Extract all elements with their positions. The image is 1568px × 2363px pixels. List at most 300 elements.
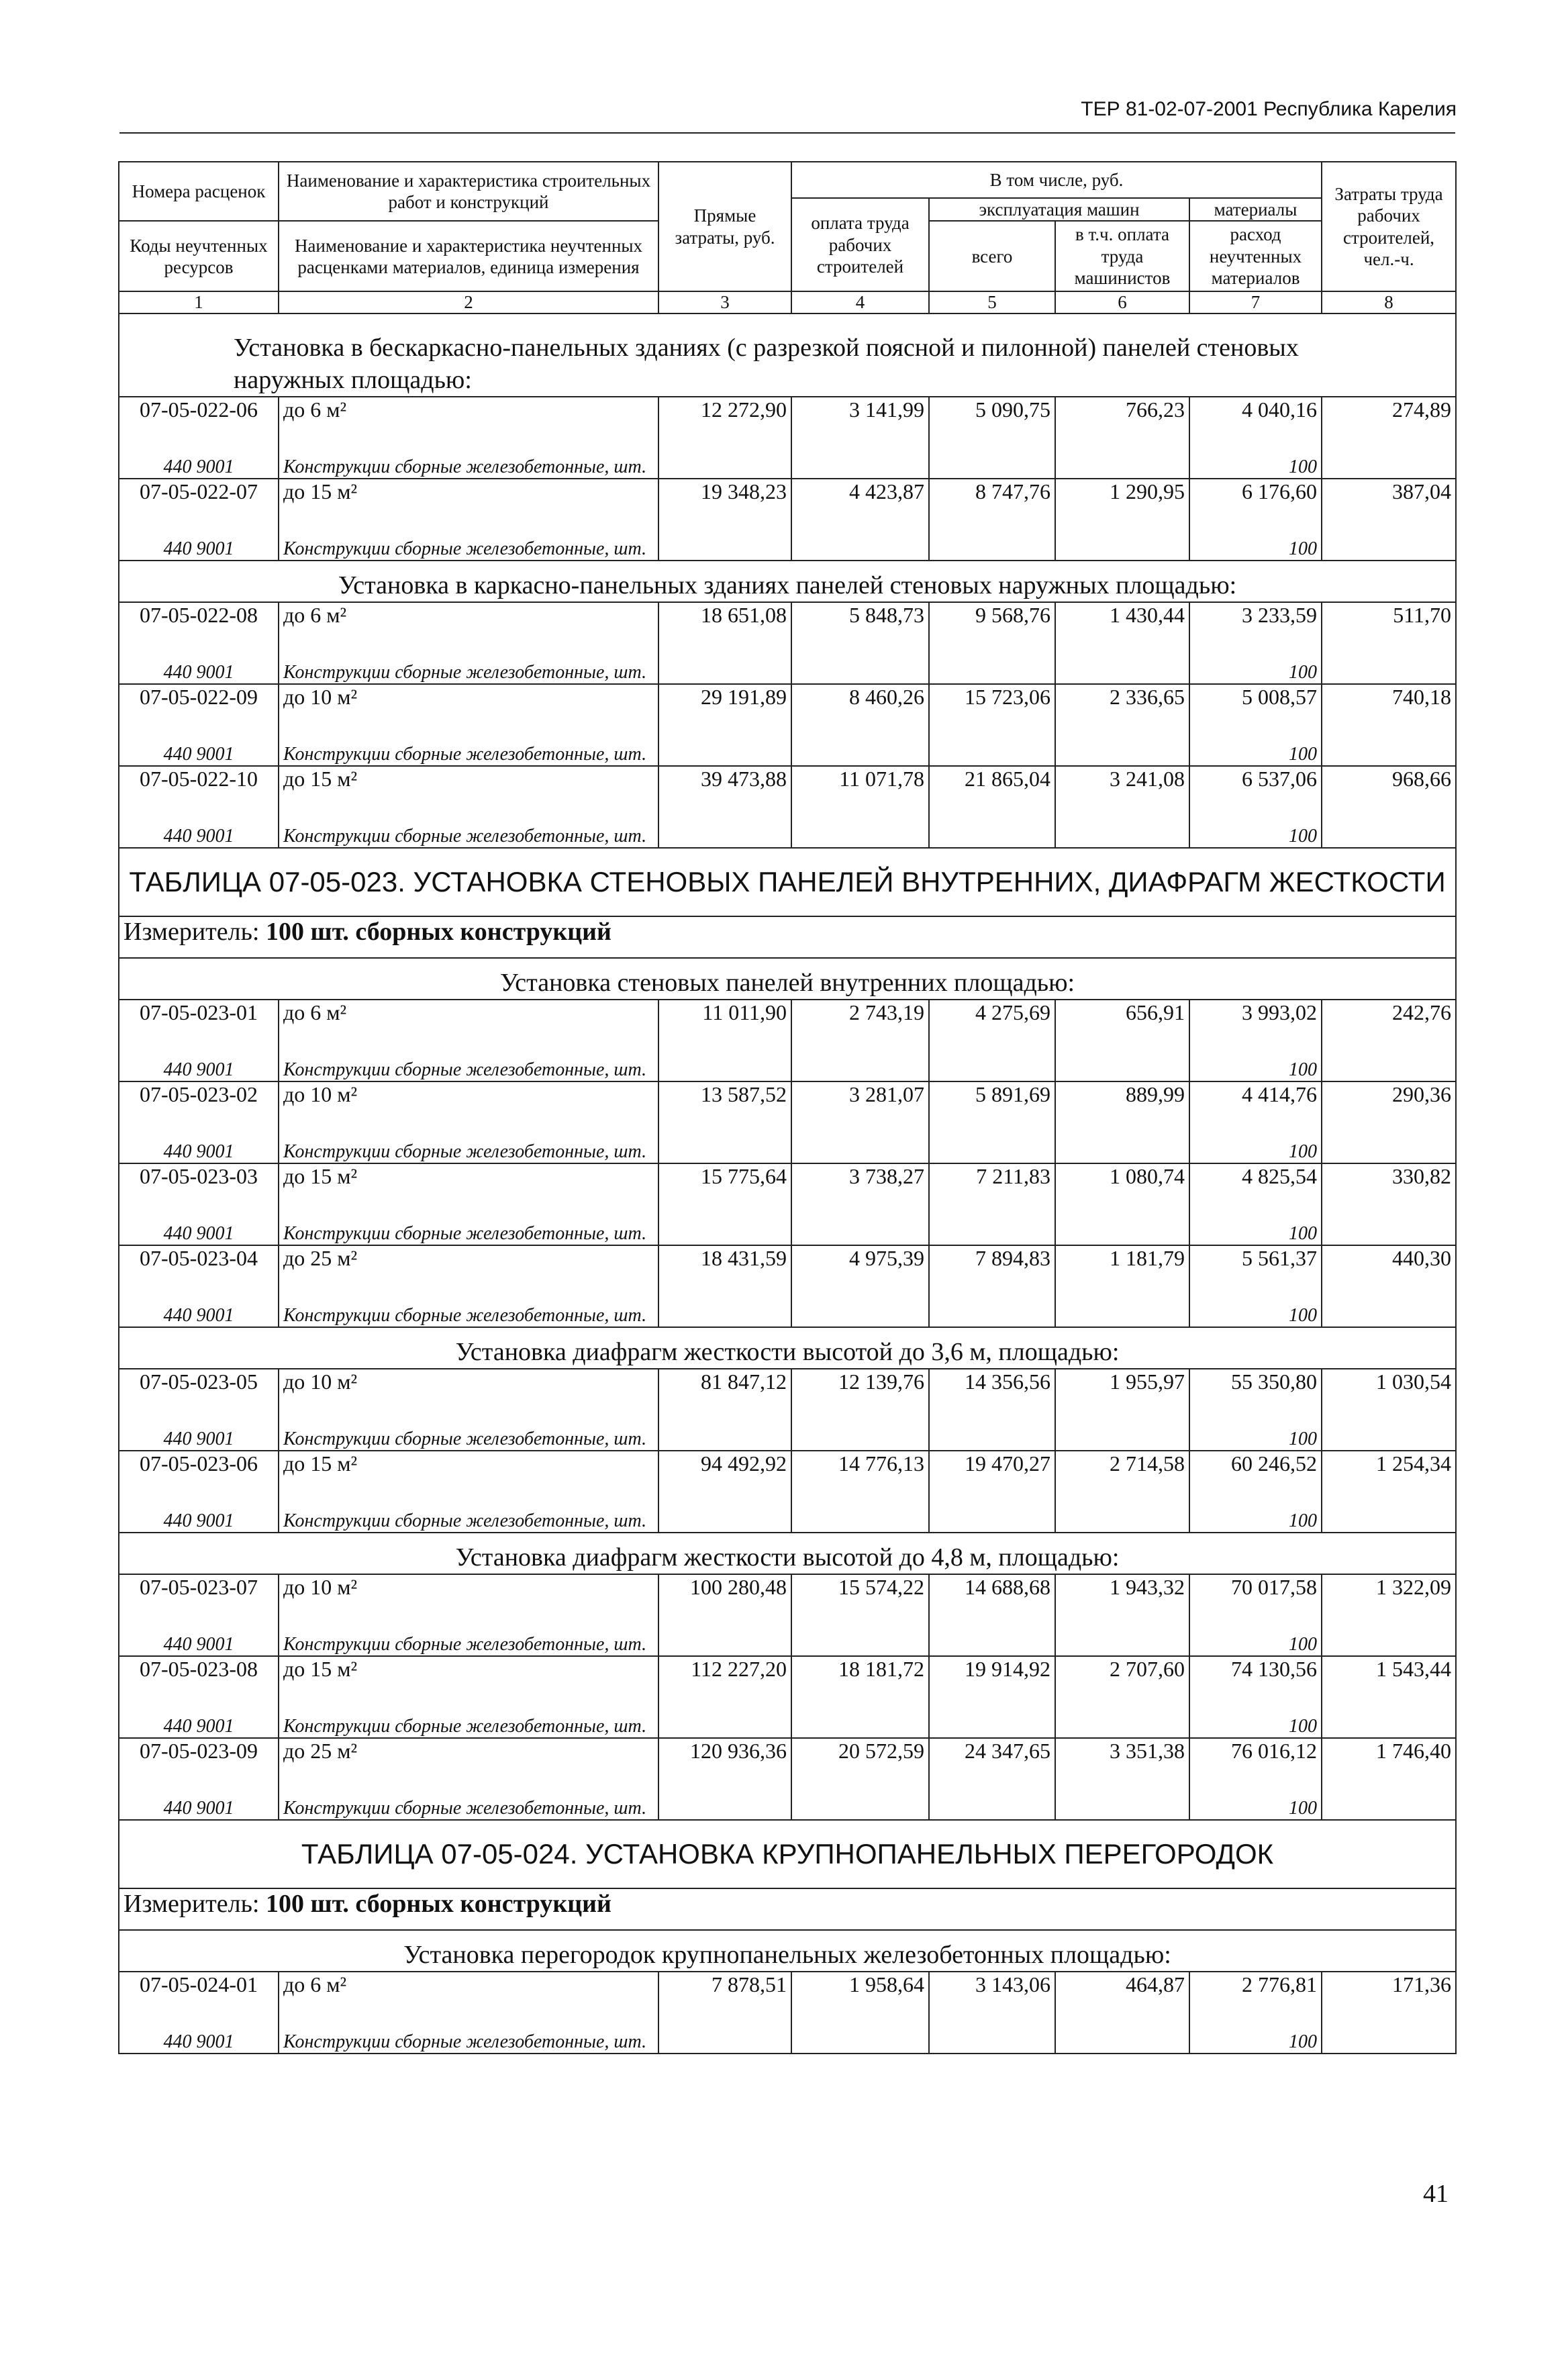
material-name: Конструкции сборные железобетонные, шт. xyxy=(279,517,658,561)
empty-cell xyxy=(1322,1612,1456,1656)
rate-code: 07-05-023-06 xyxy=(119,1451,279,1489)
empty-cell xyxy=(791,435,929,479)
rate-code: 07-05-022-08 xyxy=(119,602,279,640)
work-name: до 25 м² xyxy=(279,1245,658,1284)
machinist-labor-costs: 1 290,95 xyxy=(1055,479,1189,517)
col-head-1-bottom: Коды неучтенных ресурсов xyxy=(119,221,279,291)
rate-code: 07-05-023-01 xyxy=(119,1000,279,1038)
machinist-labor-costs: 1 943,32 xyxy=(1055,1574,1189,1612)
col-num: 4 xyxy=(791,291,929,314)
material-name: Конструкции сборные железобетонные, шт. xyxy=(279,640,658,684)
col-head-6: в т.ч. оплата труда машинистов xyxy=(1055,221,1189,291)
resource-row xyxy=(119,640,1456,684)
rates-table xyxy=(118,161,1457,2054)
table-row xyxy=(119,1000,1456,1038)
section-title-cell xyxy=(119,1930,1456,1972)
measure-row xyxy=(119,916,1456,958)
labor-costs: 4 975,39 xyxy=(791,1245,929,1284)
material-quantity: 100 xyxy=(1189,1038,1322,1081)
machinist-labor-costs: 1 080,74 xyxy=(1055,1163,1189,1202)
col-head-7: расход неучтенных материалов xyxy=(1189,221,1322,291)
labor-costs: 5 848,73 xyxy=(791,602,929,640)
empty-cell xyxy=(1322,1407,1456,1451)
resource-row xyxy=(119,722,1456,766)
table-header xyxy=(119,162,1456,314)
empty-cell xyxy=(1322,1776,1456,1820)
machine-costs: 8 747,76 xyxy=(929,479,1055,517)
direct-costs: 18 651,08 xyxy=(658,602,791,640)
empty-cell xyxy=(1322,1038,1456,1081)
machinist-labor-costs: 889,99 xyxy=(1055,1081,1189,1120)
resource-row xyxy=(119,804,1456,848)
labor-hours: 1 030,54 xyxy=(1322,1369,1456,1407)
machine-costs: 24 347,65 xyxy=(929,1738,1055,1776)
material-name: Конструкции сборные железобетонные, шт. xyxy=(279,1284,658,1327)
resource-code: 440 9001 xyxy=(119,2010,279,2054)
material-name: Конструкции сборные железобетонные, шт. xyxy=(279,1038,658,1081)
material-costs: 4 414,76 xyxy=(1189,1081,1322,1120)
labor-costs: 4 423,87 xyxy=(791,479,929,517)
labor-hours: 1 746,40 xyxy=(1322,1738,1456,1776)
empty-cell xyxy=(929,1202,1055,1245)
work-name: до 10 м² xyxy=(279,684,658,722)
resource-code: 440 9001 xyxy=(119,1202,279,1245)
table-row xyxy=(119,1738,1456,1776)
rate-code: 07-05-022-07 xyxy=(119,479,279,517)
empty-cell xyxy=(658,1284,791,1327)
machinist-labor-costs: 2 707,60 xyxy=(1055,1656,1189,1694)
work-name: до 25 м² xyxy=(279,1738,658,1776)
machinist-labor-costs: 656,91 xyxy=(1055,1000,1189,1038)
material-quantity: 100 xyxy=(1189,1202,1322,1245)
work-name: до 15 м² xyxy=(279,1163,658,1202)
table-body xyxy=(119,314,1456,2054)
rate-code: 07-05-023-07 xyxy=(119,1574,279,1612)
resource-code: 440 9001 xyxy=(119,1038,279,1081)
material-name: Конструкции сборные железобетонные, шт. xyxy=(279,1776,658,1820)
direct-costs: 29 191,89 xyxy=(658,684,791,722)
table-row xyxy=(119,479,1456,517)
section-title-row xyxy=(119,1327,1456,1369)
table-title-row xyxy=(119,1820,1456,1888)
material-name: Конструкции сборные железобетонные, шт. xyxy=(279,1489,658,1533)
column-numbers-row xyxy=(119,291,1456,314)
labor-hours: 290,36 xyxy=(1322,1081,1456,1120)
empty-cell xyxy=(1322,435,1456,479)
section-title-cell xyxy=(119,1533,1456,1574)
resource-row xyxy=(119,2010,1456,2054)
empty-cell xyxy=(658,804,791,848)
empty-cell xyxy=(1322,804,1456,848)
material-quantity: 100 xyxy=(1189,1612,1322,1656)
section-title-cell xyxy=(119,958,1456,1000)
material-costs: 55 350,80 xyxy=(1189,1369,1322,1407)
empty-cell xyxy=(791,722,929,766)
measure-cell xyxy=(119,1888,1456,1930)
resource-code: 440 9001 xyxy=(119,1407,279,1451)
resource-code: 440 9001 xyxy=(119,804,279,848)
section-title-cell xyxy=(119,561,1456,602)
table-row xyxy=(119,1656,1456,1694)
empty-cell xyxy=(929,1612,1055,1656)
machinist-labor-costs: 1 955,97 xyxy=(1055,1369,1189,1407)
material-costs: 5 561,37 xyxy=(1189,1245,1322,1284)
empty-cell xyxy=(791,1284,929,1327)
section-title: Установка диафрагм жесткости высотой до 4,8 м, площадью: xyxy=(455,1543,1120,1572)
direct-costs: 120 936,36 xyxy=(658,1738,791,1776)
empty-cell xyxy=(929,1776,1055,1820)
table-row xyxy=(119,1972,1456,2010)
measure-value: 100 шт. сборных конструкций xyxy=(266,1890,611,1919)
empty-cell xyxy=(1055,1612,1189,1656)
work-name: до 15 м² xyxy=(279,479,658,517)
resource-code: 440 9001 xyxy=(119,640,279,684)
material-costs: 4 040,16 xyxy=(1189,397,1322,435)
col-head-5: всего xyxy=(929,221,1055,291)
machine-costs: 19 470,27 xyxy=(929,1451,1055,1489)
empty-cell xyxy=(1055,640,1189,684)
material-costs: 6 176,60 xyxy=(1189,479,1322,517)
empty-cell xyxy=(658,1202,791,1245)
direct-costs: 12 272,90 xyxy=(658,397,791,435)
direct-costs: 18 431,59 xyxy=(658,1245,791,1284)
empty-cell xyxy=(1055,1407,1189,1451)
resource-code: 440 9001 xyxy=(119,1489,279,1533)
rate-code: 07-05-022-09 xyxy=(119,684,279,722)
section-title-row xyxy=(119,561,1456,602)
section-title: Установка в бескаркасно-панельных зданиях (с разрезкой поясной и пилонной) панелей стеновых наружных площадью: xyxy=(234,334,1299,394)
empty-cell xyxy=(1055,2010,1189,2054)
section-title: Установка диафрагм жесткости высотой до 3,6 м, площадью: xyxy=(455,1337,1120,1366)
col-num: 8 xyxy=(1322,291,1456,314)
empty-cell xyxy=(929,1284,1055,1327)
section-title-row xyxy=(119,314,1456,397)
machine-costs: 19 914,92 xyxy=(929,1656,1055,1694)
machine-costs: 5 090,75 xyxy=(929,397,1055,435)
empty-cell xyxy=(658,1120,791,1163)
resource-row xyxy=(119,1694,1456,1738)
empty-cell xyxy=(658,1612,791,1656)
empty-cell xyxy=(791,517,929,561)
material-name: Конструкции сборные железобетонные, шт. xyxy=(279,1407,658,1451)
empty-cell xyxy=(929,1407,1055,1451)
empty-cell xyxy=(1055,1038,1189,1081)
labor-costs: 15 574,22 xyxy=(791,1574,929,1612)
material-costs: 74 130,56 xyxy=(1189,1656,1322,1694)
col-head-4: оплата труда рабочих строителей xyxy=(791,198,929,291)
material-costs: 4 825,54 xyxy=(1189,1163,1322,1202)
resource-code: 440 9001 xyxy=(119,1694,279,1738)
section-title: Установка в каркасно-панельных зданиях панелей стеновых наружных площадью: xyxy=(338,571,1237,599)
resource-row xyxy=(119,1407,1456,1451)
empty-cell xyxy=(1055,517,1189,561)
empty-cell xyxy=(1055,435,1189,479)
resource-code: 440 9001 xyxy=(119,1120,279,1163)
empty-cell xyxy=(791,1694,929,1738)
empty-cell xyxy=(791,640,929,684)
empty-cell xyxy=(1322,1120,1456,1163)
empty-cell xyxy=(658,1489,791,1533)
rate-code: 07-05-022-06 xyxy=(119,397,279,435)
section-title-row xyxy=(119,1533,1456,1574)
empty-cell xyxy=(1055,722,1189,766)
work-name: до 15 м² xyxy=(279,1451,658,1489)
direct-costs: 19 348,23 xyxy=(658,479,791,517)
material-quantity: 100 xyxy=(1189,1694,1322,1738)
empty-cell xyxy=(929,517,1055,561)
resource-code: 440 9001 xyxy=(119,517,279,561)
direct-costs: 15 775,64 xyxy=(658,1163,791,1202)
section-title: Установка перегородок крупнопанельных железобетонных площадью: xyxy=(403,1940,1171,1969)
empty-cell xyxy=(929,2010,1055,2054)
labor-costs: 2 743,19 xyxy=(791,1000,929,1038)
material-quantity: 100 xyxy=(1189,1120,1322,1163)
empty-cell xyxy=(1322,517,1456,561)
direct-costs: 94 492,92 xyxy=(658,1451,791,1489)
table-title: ТАБЛИЦА 07-05-023. УСТАНОВКА СТЕНОВЫХ ПАНЕЛЕЙ ВНУТРЕННИХ, ДИАФРАГМ ЖЕСТКОСТИ xyxy=(119,848,1456,916)
section-title-cell xyxy=(119,1327,1456,1369)
empty-cell xyxy=(929,804,1055,848)
resource-code: 440 9001 xyxy=(119,722,279,766)
document-header: ТЕР 81-02-07-2001 Республика Карелия xyxy=(1081,98,1457,120)
table-row xyxy=(119,1245,1456,1284)
col-num: 6 xyxy=(1055,291,1189,314)
work-name: до 6 м² xyxy=(279,1000,658,1038)
empty-cell xyxy=(1055,804,1189,848)
material-name: Конструкции сборные железобетонные, шт. xyxy=(279,1612,658,1656)
labor-costs: 3 281,07 xyxy=(791,1081,929,1120)
labor-hours: 440,30 xyxy=(1322,1245,1456,1284)
empty-cell xyxy=(658,722,791,766)
section-title-row xyxy=(119,958,1456,1000)
resource-code: 440 9001 xyxy=(119,1776,279,1820)
col-head-2-top: Наименование и характеристика строительных работ и конструкций xyxy=(279,162,658,221)
rate-code: 07-05-023-08 xyxy=(119,1656,279,1694)
empty-cell xyxy=(1055,1694,1189,1738)
labor-hours: 1 322,09 xyxy=(1322,1574,1456,1612)
section-title-cell xyxy=(119,314,1456,397)
resource-row xyxy=(119,1202,1456,1245)
empty-cell xyxy=(929,1120,1055,1163)
empty-cell xyxy=(658,1407,791,1451)
empty-cell xyxy=(658,1038,791,1081)
col-head-3: Прямые затраты, руб. xyxy=(658,162,791,291)
table-row xyxy=(119,1369,1456,1407)
rate-code: 07-05-023-04 xyxy=(119,1245,279,1284)
empty-cell xyxy=(791,1407,929,1451)
measure-label: Измеритель: xyxy=(124,918,260,947)
work-name: до 15 м² xyxy=(279,766,658,804)
material-quantity: 100 xyxy=(1189,1284,1322,1327)
material-quantity: 100 xyxy=(1189,2010,1322,2054)
empty-cell xyxy=(791,1120,929,1163)
table-title-row xyxy=(119,848,1456,916)
resource-code: 440 9001 xyxy=(119,1612,279,1656)
empty-cell xyxy=(658,1694,791,1738)
material-costs: 6 537,06 xyxy=(1189,766,1322,804)
rate-code: 07-05-023-05 xyxy=(119,1369,279,1407)
col-head-machines: эксплуатация машин xyxy=(929,198,1189,221)
work-name: до 10 м² xyxy=(279,1081,658,1120)
material-name: Конструкции сборные железобетонные, шт. xyxy=(279,804,658,848)
empty-cell xyxy=(791,2010,929,2054)
machine-costs: 5 891,69 xyxy=(929,1081,1055,1120)
header-rule xyxy=(119,132,1455,134)
resource-row xyxy=(119,1612,1456,1656)
rate-code: 07-05-023-02 xyxy=(119,1081,279,1120)
empty-cell xyxy=(929,1038,1055,1081)
resource-row xyxy=(119,1284,1456,1327)
empty-cell xyxy=(1055,1489,1189,1533)
resource-row xyxy=(119,517,1456,561)
table-title: ТАБЛИЦА 07-05-024. УСТАНОВКА КРУПНОПАНЕЛЬНЫХ ПЕРЕГОРОДОК xyxy=(119,1820,1456,1888)
col-num: 3 xyxy=(658,291,791,314)
machine-costs: 9 568,76 xyxy=(929,602,1055,640)
material-name: Конструкции сборные железобетонные, шт. xyxy=(279,1120,658,1163)
work-name: до 15 м² xyxy=(279,1656,658,1694)
measure-cell xyxy=(119,916,1456,958)
machinist-labor-costs: 1 181,79 xyxy=(1055,1245,1189,1284)
machinist-labor-costs: 3 241,08 xyxy=(1055,766,1189,804)
material-costs: 70 017,58 xyxy=(1189,1574,1322,1612)
material-costs: 60 246,52 xyxy=(1189,1451,1322,1489)
machinist-labor-costs: 1 430,44 xyxy=(1055,602,1189,640)
measure-value: 100 шт. сборных конструкций xyxy=(266,918,611,947)
resource-row xyxy=(119,1120,1456,1163)
machinist-labor-costs: 2 714,58 xyxy=(1055,1451,1189,1489)
machinist-labor-costs: 766,23 xyxy=(1055,397,1189,435)
labor-hours: 740,18 xyxy=(1322,684,1456,722)
material-costs: 2 776,81 xyxy=(1189,1972,1322,2010)
labor-costs: 20 572,59 xyxy=(791,1738,929,1776)
material-quantity: 100 xyxy=(1189,804,1322,848)
machine-costs: 7 894,83 xyxy=(929,1245,1055,1284)
empty-cell xyxy=(658,435,791,479)
machine-costs: 14 356,56 xyxy=(929,1369,1055,1407)
material-name: Конструкции сборные железобетонные, шт. xyxy=(279,1694,658,1738)
direct-costs: 7 878,51 xyxy=(658,1972,791,2010)
empty-cell xyxy=(1055,1776,1189,1820)
rate-code: 07-05-023-09 xyxy=(119,1738,279,1776)
material-costs: 3 993,02 xyxy=(1189,1000,1322,1038)
col-head-8: Затраты труда рабочих строителей, чел.-ч. xyxy=(1322,162,1456,291)
direct-costs: 112 227,20 xyxy=(658,1656,791,1694)
measure-label: Измеритель: xyxy=(124,1890,260,1919)
machinist-labor-costs: 3 351,38 xyxy=(1055,1738,1189,1776)
work-name: до 10 м² xyxy=(279,1574,658,1612)
empty-cell xyxy=(658,1776,791,1820)
direct-costs: 81 847,12 xyxy=(658,1369,791,1407)
material-quantity: 100 xyxy=(1189,1776,1322,1820)
col-head-2-bottom: Наименование и характеристика неучтенных расценками материалов, единица измерения xyxy=(279,221,658,291)
labor-costs: 1 958,64 xyxy=(791,1972,929,2010)
empty-cell xyxy=(791,1489,929,1533)
empty-cell xyxy=(1322,1489,1456,1533)
table-row xyxy=(119,602,1456,640)
rate-code: 07-05-024-01 xyxy=(119,1972,279,2010)
col-num: 5 xyxy=(929,291,1055,314)
machinist-labor-costs: 2 336,65 xyxy=(1055,684,1189,722)
measure-row xyxy=(119,1888,1456,1930)
empty-cell xyxy=(1055,1202,1189,1245)
empty-cell xyxy=(929,1489,1055,1533)
material-costs: 76 016,12 xyxy=(1189,1738,1322,1776)
material-quantity: 100 xyxy=(1189,1489,1322,1533)
material-quantity: 100 xyxy=(1189,640,1322,684)
labor-hours: 171,36 xyxy=(1322,1972,1456,2010)
machine-costs: 3 143,06 xyxy=(929,1972,1055,2010)
col-group-head: В том числе, руб. xyxy=(791,162,1322,198)
col-head-1-top: Номера расценок xyxy=(119,162,279,221)
labor-hours: 968,66 xyxy=(1322,766,1456,804)
rate-code: 07-05-023-03 xyxy=(119,1163,279,1202)
direct-costs: 100 280,48 xyxy=(658,1574,791,1612)
material-name: Конструкции сборные железобетонные, шт. xyxy=(279,1202,658,1245)
empty-cell xyxy=(1322,1202,1456,1245)
table-row xyxy=(119,1163,1456,1202)
labor-hours: 511,70 xyxy=(1322,602,1456,640)
material-quantity: 100 xyxy=(1189,722,1322,766)
work-name: до 6 м² xyxy=(279,397,658,435)
empty-cell xyxy=(929,435,1055,479)
material-name: Конструкции сборные железобетонные, шт. xyxy=(279,435,658,479)
empty-cell xyxy=(1322,640,1456,684)
empty-cell xyxy=(1322,1694,1456,1738)
empty-cell xyxy=(658,2010,791,2054)
labor-costs: 3 738,27 xyxy=(791,1163,929,1202)
work-name: до 10 м² xyxy=(279,1369,658,1407)
rate-code: 07-05-022-10 xyxy=(119,766,279,804)
material-costs: 3 233,59 xyxy=(1189,602,1322,640)
machine-costs: 14 688,68 xyxy=(929,1574,1055,1612)
col-head-materials: материалы xyxy=(1189,198,1322,221)
direct-costs: 39 473,88 xyxy=(658,766,791,804)
resource-code: 440 9001 xyxy=(119,1284,279,1327)
table-row xyxy=(119,1081,1456,1120)
machine-costs: 21 865,04 xyxy=(929,766,1055,804)
empty-cell xyxy=(658,640,791,684)
material-quantity: 100 xyxy=(1189,1407,1322,1451)
empty-cell xyxy=(1322,1284,1456,1327)
labor-costs: 12 139,76 xyxy=(791,1369,929,1407)
machine-costs: 4 275,69 xyxy=(929,1000,1055,1038)
work-name: до 6 м² xyxy=(279,1972,658,2010)
labor-hours: 274,89 xyxy=(1322,397,1456,435)
empty-cell xyxy=(1322,722,1456,766)
section-title-row xyxy=(119,1930,1456,1972)
empty-cell xyxy=(929,640,1055,684)
resource-row xyxy=(119,435,1456,479)
material-quantity: 100 xyxy=(1189,517,1322,561)
empty-cell xyxy=(929,1694,1055,1738)
material-costs: 5 008,57 xyxy=(1189,684,1322,722)
empty-cell xyxy=(791,1038,929,1081)
empty-cell xyxy=(1322,2010,1456,2054)
material-name: Конструкции сборные железобетонные, шт. xyxy=(279,2010,658,2054)
col-num: 2 xyxy=(279,291,658,314)
table-row xyxy=(119,1574,1456,1612)
machinist-labor-costs: 464,87 xyxy=(1055,1972,1189,2010)
empty-cell xyxy=(1055,1120,1189,1163)
labor-costs: 14 776,13 xyxy=(791,1451,929,1489)
labor-hours: 330,82 xyxy=(1322,1163,1456,1202)
empty-cell xyxy=(929,722,1055,766)
direct-costs: 13 587,52 xyxy=(658,1081,791,1120)
table-row xyxy=(119,766,1456,804)
col-num: 1 xyxy=(119,291,279,314)
labor-hours: 1 543,44 xyxy=(1322,1656,1456,1694)
labor-costs: 3 141,99 xyxy=(791,397,929,435)
